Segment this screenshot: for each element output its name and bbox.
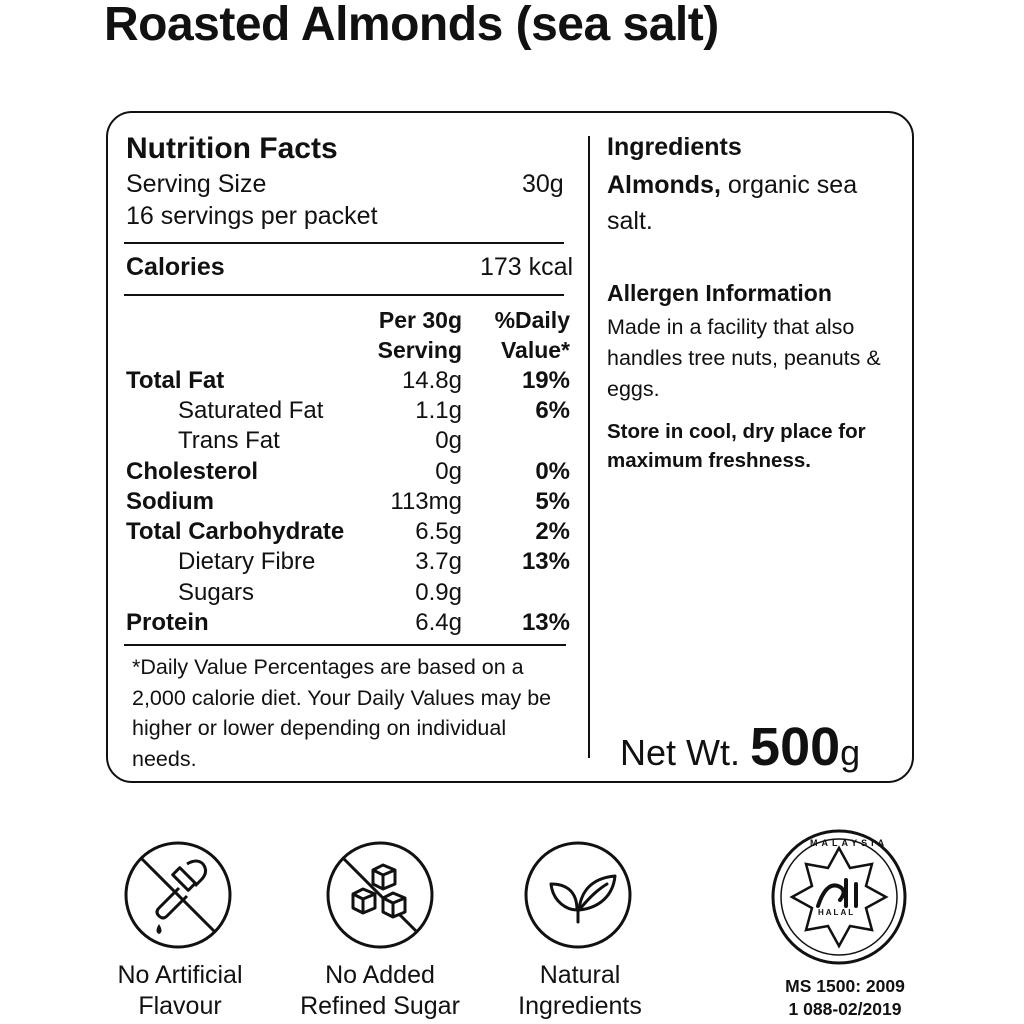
serving-size-label: Serving Size: [126, 170, 267, 198]
nutrient-row: [126, 547, 572, 577]
nutrient-row: [126, 366, 572, 396]
no-added-sugar-icon: [325, 840, 435, 950]
nutrient-name: Sugars: [178, 579, 255, 606]
nutrient-daily-value: 13%: [521, 548, 570, 575]
badge-caption: [500, 960, 660, 1022]
nutrient-daily-value: 6%: [535, 397, 570, 424]
calories-label: Calories: [126, 253, 225, 281]
badge-caption-line: Refined Sugar: [300, 992, 460, 1020]
leaf-icon: [523, 840, 633, 950]
column-header-per-serving: [370, 305, 462, 365]
nutrient-daily-value: 13%: [521, 609, 570, 636]
divider-line: [124, 294, 564, 296]
badge-caption: [285, 960, 475, 1022]
allergen-text: Made in a facility that also handles tree nuts, peanuts & eggs.: [607, 315, 881, 401]
no-artificial-flavour-icon: [123, 840, 233, 950]
nutrient-name: Trans Fat: [178, 427, 280, 454]
nutrient-value: 113mg: [390, 488, 462, 515]
net-weight-label: Net Wt.: [620, 732, 741, 773]
net-weight-amount: 500: [750, 717, 841, 777]
nutrient-daily-value: 5%: [535, 488, 570, 515]
halal-logo-icon: [770, 828, 908, 966]
nutrient-value: 14.8g: [401, 367, 462, 394]
halal-center-text: HALAL: [818, 908, 856, 917]
nutrient-row: [126, 608, 572, 638]
nutrient-row: [126, 517, 572, 547]
nutrient-value: 6.4g: [415, 609, 462, 636]
serving-size-value: 30g: [522, 170, 564, 198]
nutrient-name: Total Carbohydrate: [126, 518, 345, 545]
nutrient-value: 6.5g: [415, 518, 462, 545]
storage-instructions: Store in cool, dry place for maximum freshness.: [607, 420, 866, 472]
daily-value-footnote: *Daily Value Percentages are based on a 2,000 calorie diet. Your Daily Values may be higher or lower depending on individual needs.: [132, 655, 552, 771]
ingredients-text: [607, 167, 897, 239]
divider-line: [124, 644, 566, 646]
badge-caption-line: Flavour: [138, 992, 222, 1020]
badge-caption-line: No Added: [325, 961, 435, 989]
badge-caption: [100, 960, 260, 1022]
nutrient-name: Dietary Fibre: [178, 548, 316, 575]
ingredients-heading: Ingredients: [607, 133, 742, 161]
nutrient-daily-value: 2%: [535, 518, 570, 545]
column-header-daily-value: [480, 305, 570, 365]
product-title: Roasted Almonds (sea salt): [104, 0, 719, 51]
nutrient-name: Sodium: [126, 488, 214, 515]
halal-certification: [750, 975, 940, 1021]
nutrient-row: [126, 457, 572, 487]
nutrient-value: 0.9g: [415, 579, 462, 606]
nutrient-name: Saturated Fat: [178, 397, 324, 424]
nutrient-value: 1.1g: [415, 397, 462, 424]
ingredients-bold: Almonds,: [607, 171, 721, 199]
nutrient-row: [126, 578, 572, 608]
ingredients-rest: organic sea salt.: [607, 171, 858, 235]
nutrient-row: [126, 426, 572, 456]
nutrient-value: 0g: [435, 427, 462, 454]
column-header-line: Serving: [377, 337, 462, 363]
panel-divider: [588, 136, 590, 758]
calories-value: 173 kcal: [480, 253, 574, 281]
halal-cert-line: MS 1500: 2009: [785, 976, 905, 996]
halal-ring-text: MALAYSIA: [810, 838, 889, 848]
badge-caption-line: Natural: [539, 961, 621, 989]
badge-caption-line: Ingredients: [518, 992, 642, 1020]
servings-per-packet: 16 servings per packet: [126, 202, 378, 230]
allergen-heading: Allergen Information: [607, 280, 832, 306]
nutrient-name: Total Fat: [126, 367, 225, 394]
nutrient-daily-value: 0%: [535, 458, 570, 485]
nutrient-daily-value: 19%: [521, 367, 570, 394]
nutrient-row: [126, 396, 572, 426]
nutrient-row: [126, 487, 572, 517]
nutrition-heading: Nutrition Facts: [126, 132, 338, 165]
halal-cert-line: 1 088-02/2019: [788, 999, 902, 1019]
column-header-line: Value*: [500, 337, 570, 363]
nutrient-value: 0g: [435, 458, 462, 485]
net-weight: [620, 716, 860, 778]
column-header-line: Per 30g: [378, 307, 462, 333]
divider-line: [124, 242, 564, 244]
nutrient-name: Cholesterol: [126, 458, 259, 485]
nutrient-name: Protein: [126, 609, 209, 636]
nutrient-value: 3.7g: [415, 548, 462, 575]
column-header-line: %Daily: [494, 307, 570, 333]
net-weight-unit: g: [840, 732, 861, 773]
badge-caption-line: No Artificial: [117, 961, 243, 989]
